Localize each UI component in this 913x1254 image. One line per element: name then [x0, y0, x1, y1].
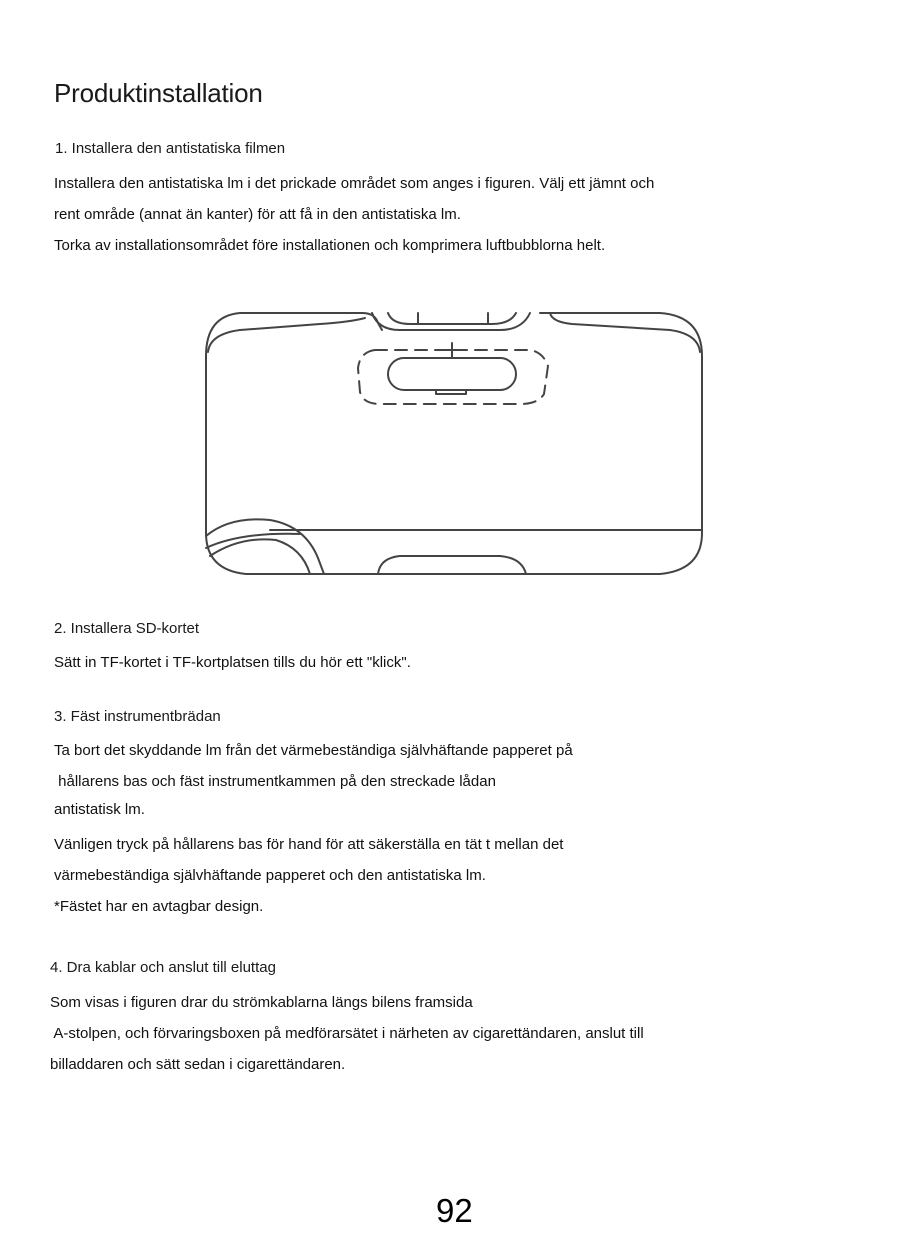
section-1-line-2: rent område (annat än kanter) för att få in den antistatiska lm.: [54, 206, 461, 223]
section-4-line-3: billaddaren och sätt sedan i cigarettändaren.: [50, 1056, 346, 1073]
device-top-left-edge: [208, 318, 365, 352]
center-mark: [445, 343, 459, 358]
section-1-line-3: Torka av installationsområdet före installationen och komprimera luftbubblorna helt.: [54, 237, 606, 254]
section-2-line-1: Sätt in TF-kortet i TF-kortplatsen tills du hör ett "klick".: [54, 654, 411, 671]
page-title: Produktinstallation: [54, 78, 263, 108]
mount-pill: [388, 358, 516, 390]
section-3-line-6: *Fästet har en avtagbar design.: [54, 898, 264, 915]
device-top-right-edge: [550, 313, 700, 352]
page-number: 92: [436, 1192, 473, 1229]
section-3-line-3: antistatisk lm.: [54, 801, 145, 818]
section-3-line-5: värmebeständiga självhäftande papperet och den antistatiska lm.: [54, 867, 486, 884]
device-installation-diagram: [200, 308, 706, 584]
section-1-heading: 1. Installera den antistatiska filmen: [55, 140, 286, 157]
section-4-line-2: A-stolpen, och förvaringsboxen på medförarsätet i närheten av cigarettändaren, anslut till: [50, 1025, 644, 1042]
section-4-line-1: Som visas i figuren drar du strömkablarna längs bilens framsida: [50, 994, 473, 1011]
section-3-heading: 3. Fäst instrumentbrädan: [54, 708, 221, 725]
section-2-heading: 2. Installera SD-kortet: [54, 620, 200, 637]
device-body-outline: [206, 313, 702, 574]
section-3-line-4: Vänligen tryck på hållarens bas för hand för att säkerställa en tät t mellan det: [54, 836, 564, 853]
device-notch-slot: [418, 313, 488, 324]
bottom-center-detail: [378, 556, 526, 574]
section-4-heading: 4. Dra kablar och anslut till eluttag: [50, 959, 276, 976]
section-3-line-2: hållarens bas och fäst instrumentkammen på den streckade lådan: [54, 773, 496, 790]
section-3-line-1: Ta bort det skyddande lm från det värmebeständiga självhäftande papperet på: [54, 742, 573, 759]
device-notch-inner: [388, 313, 516, 324]
section-1-line-1: Installera den antistatiska lm i det prickade området som anges i figuren. Välj ett jämnt och: [54, 175, 655, 192]
